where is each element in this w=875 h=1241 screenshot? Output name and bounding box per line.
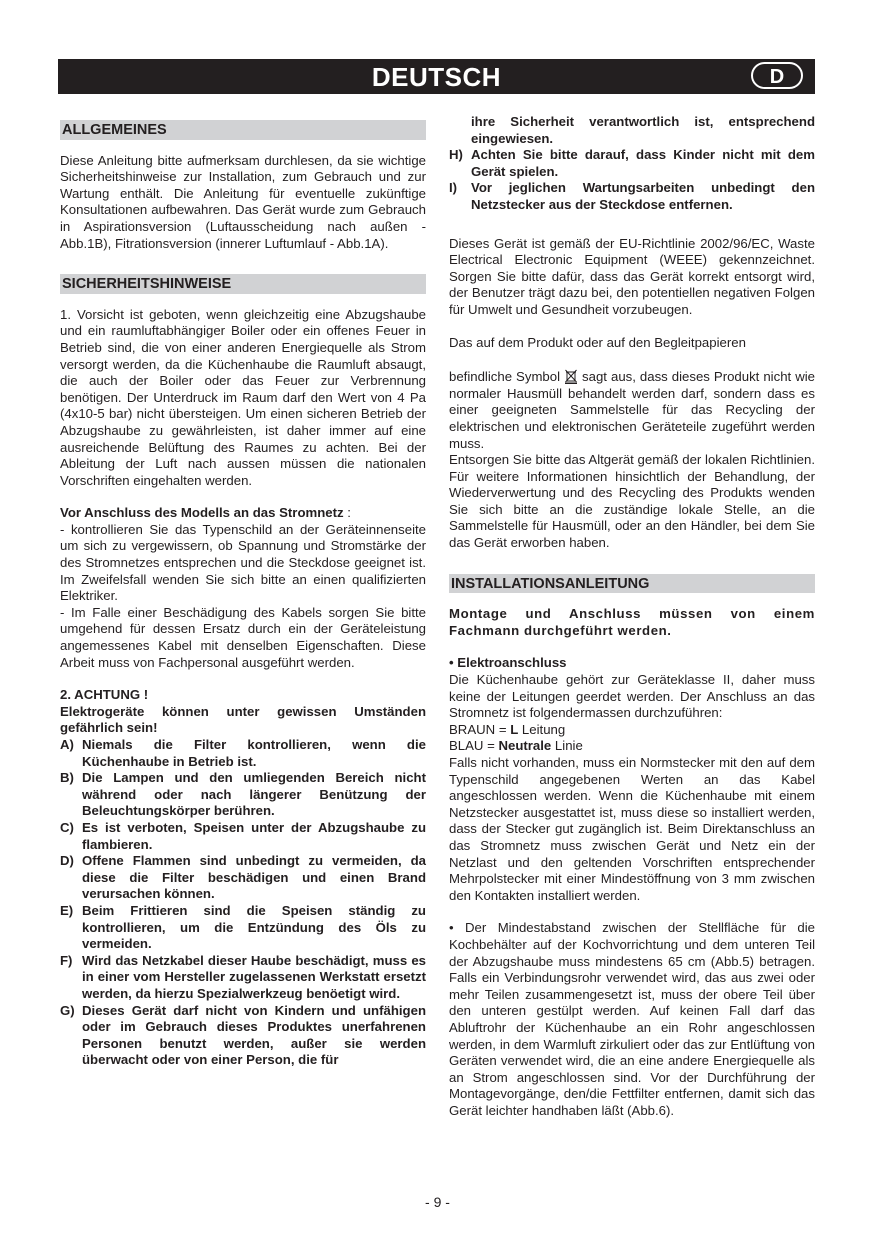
list-item [60,820,426,853]
list-item [60,903,426,953]
crossed-bin-icon [565,369,577,384]
left-column [60,114,426,1069]
list-key: D) [60,853,74,869]
list-text: Niemals die Filter kontrollieren, wenn die Küchenhaube in Betrieb ist. [82,737,426,769]
section-heading-sicherheitshinweise: SICHERHEITSHINWEISE [60,274,426,294]
list-key: E) [60,902,74,918]
allgemeines-paragraph: Diese Anleitung bitte aufmerksam durchlesen, da sie wichtige Sicherheitshinweise zur Installation, zum Gebrauch und zur Wartung enthält. Die Anleitung für eventuelle zukünftige Konsultationen aufbewahren. Das Gerät wurde zum Gebrauch in Aspirationsversion (Luftausscheidung nach außen - Abb.1B), Fitrationsversion (innerer Luftumlauf - Abb.1A). [60,152,426,251]
list-text: Wird das Netzkabel dieser Haube beschädigt, muss es in einer vom Hersteller zugelassenen Werkstatt ersetzt werden, da hierzu Spezialwerkzeug benöetigt wird. [82,952,426,1001]
list-key: C) [60,819,74,835]
list-item [60,770,426,820]
list-item [449,180,815,213]
list-text: Es ist verboten, Speisen unter der Abzugshaube zu flambieren. [82,819,426,852]
braun-desc: Leitung [518,721,566,737]
list-item [60,853,426,903]
right-column [449,114,815,1119]
anschluss-paragraph-1: - kontrollieren Sie das Typenschild an der Geräteinnenseite um sich zu vergewissern, ob Spannung und Stromstärke der des Stromnetzes entsprechen und die Steckdose geeignet ist. Im Zweifelsfall wenden Sie sich bitte an einen qualifizierten Elektriker. [60,521,426,604]
weee-paragraph-1: Dieses Gerät ist gemäß der EU-Richtlinie 2002/96/EC, Waste Electrical Electronic Equipment (WEEE) gekennzeichnet. Sorgen Sie bitte dafür, dass das Gerät korrekt entsorgt wird, der Benutzer trägt dazu bei, den potentiellen negativen Folgen für Umwelt und Gesundheit vorzubeugen. [449,235,815,317]
list-key: G) [60,1002,75,1018]
anschluss-heading [60,505,426,522]
weee-paragraph-2: Das auf dem Produkt oder auf den Begleitpapieren [449,334,746,350]
weee-paragraph-4: Entsorgen Sie bitte das Altgerät gemäß der lokalen Richtlinien. Für weitere Informationen hinsichtlich der Behandlung, der Wiederverwertung und des Recycling des Produkts wenden Sie sich bitte an die zuständige lokale Stelle, an die Sammelstelle für Hausmüll, oder an den Händler, bei dem Sie das Gerät erworben haben. [449,452,815,551]
list-text: Die Lampen und den umliegenden Bereich nicht während oder nach längerer Benützung der Beleuchtungskörper berühren. [82,770,426,819]
braun-value: L [510,721,519,737]
anschluss-colon: : [343,505,351,521]
list-item [60,1003,426,1069]
blau-value: Neutrale [498,738,552,754]
weee-symbol-lead: befindliche Symbol [449,369,561,385]
list-text: Vor jeglichen Wartungsarbeiten unbedingt den Netzstecker aus der Steckdose entfernen. [471,180,815,212]
list-key: B) [60,770,74,786]
list-item [449,147,815,180]
list-key: F) [60,952,73,968]
list-item [60,953,426,1003]
list-item-g-continued: ihre Sicherheit verantwortlich ist, entsprechend eingewiesen. [471,114,815,146]
elektroanschluss-heading: • Elektroanschluss [449,655,567,671]
anschluss-paragraph-2: - Im Falle einer Beschädigung des Kabels sorgen Sie bitte umgehend für dessen Ersatz durch ein der Geräteleistung angemessenes Kabel mit denselben Eigenschaften. Diese Arbeit muss von Fachpersonal ausgeführt werden. [60,604,426,670]
weee-symbol-text: sagt aus, dass dieses Produkt nicht wie normaler Hausmüll behandelt werden darf, sondern dass es einer geeigneten Sammelstelle für das Recycling der elektrischen und elektronischen Geräteteile zugeführt werden muss. [449,369,815,451]
section-heading-allgemeines: ALLGEMEINES [60,120,426,140]
list-item [60,737,426,770]
list-text: Achten Sie bitte darauf, dass Kinder nicht mit dem Gerät spielen. [471,147,815,179]
montage-note: Montage und Anschluss müssen von einem Fachmann durchgeführt werden. [449,606,815,638]
warning-list [60,737,426,1069]
blau-desc: Linie [551,738,583,754]
elektro-paragraph-2: Falls nicht vorhanden, muss ein Normstecker mit den auf dem Typenschild angegebenen Werten an das Kabel angeschlossen werden. Wenn die Küchenhaube mit einem Netzstecker ausgestattet ist, muss diese so installiert werden, dass der Stecker gut zugänglich ist. Beim Direktanschluss an das Stromnetz muss zwischen Gerät und Netz ein der Netzlast und den geltenden Vorschriften entsprechender Mehrpolstecker mit einer Mindestöffnung von 3 mm zwischen den Kontakten installiert werden. [449,755,815,903]
list-text: Beim Frittieren sind die Speisen ständig zu kontrollieren, um die Entzündung des Öls zu vermeiden. [82,902,426,952]
list-text: Dieses Gerät darf nicht von Kindern und unfähigen oder im Gebrauch dieses Produktes unerfahrenen Personen benutzt werden, außer sie werden überwacht oder von einer Person, die für [82,1002,426,1068]
anschluss-title: Vor Anschluss des Modells an das Stromnetz [60,505,344,521]
blau-line [449,738,815,755]
blau-label: BLAU = [449,738,499,754]
list-text: Offene Flammen sind unbedingt zu vermeiden, da diese die Filter beschädigen und einen Brand verursachen können. [82,853,426,902]
page-number: - 9 - [425,1194,450,1210]
safety-paragraph-1: 1. Vorsicht ist geboten, wenn gleichzeitig eine Abzugshaube und ein raumluftabhängiger Boiler oder ein offenes Feuer in Betrieb sind, die von einer anderen Energiequelle als Strom versorgt werden, da die Küchenhaube die Raumluft absaugt, die auch der Boiler oder das Feuer zur Verbrennung benötigen. Der Unterdruck im Raum darf den Wert von 4 Pa (4x10-5 bar) nicht übersteigen. Um einen sicheren Betrieb der Abzugshaube zu gewährleisten, ist daher immer auf eine ausreichende Belüftung des Raumes zu achten. Bei der Ableitung der Luft nach aussen müssen die nationalen Vorschriften eingehalten werden. [60,306,426,488]
list-key: A) [60,737,74,752]
braun-label: BRAUN = [449,721,511,737]
list-key: I) [449,180,458,196]
section-heading-installationsanleitung: INSTALLATIONSANLEITUNG [449,574,815,594]
achtung-intro: Elektrogeräte können unter gewissen Umständen gefährlich sein! [60,703,426,736]
language-header-bar [58,59,815,94]
elektro-paragraph-1: Die Küchenhaube gehört zur Geräteklasse II, daher muss keine der Leitungen geerdet werden. Der Anschluss an das Stromnetz ist folgendermassen durchzuführen: [449,672,815,721]
language-badge: D [751,62,803,89]
list-key: H) [449,147,463,163]
header-title: DEUTSCH [371,62,502,92]
abstand-paragraph: • Der Mindestabstand zwischen der Stellfläche für die Kochbehälter auf der Kochvorrichtung und dem unteren Teil der Abzugshaube muss mindestens 65 cm (Abb.5) betragen. Falls ein Verbindungsrohr verwendet wird, das aus zwei oder mehr Teilen zusammengesetzt ist, muss der obere Teil über den unteren gestülpt werden. Auf keinen Fall darf das Abluftrohr der Küchenhaube an ein Rohr angeschlossen werden, in dem Warmluft zirkuliert oder das zur Entlüftung von Geräten verwendet wird, die an eine andere Energiequelle als an Strom angeschlossen sind. Vor der Durchführung der Montagevorgänge, den/die Fettfilter entfernen, damit sich das Gerät leichter handhaben läßt (Abb.6). [449,920,815,1118]
achtung-heading: 2. ACHTUNG ! [60,687,149,703]
braun-line [449,722,815,739]
weee-paragraph-3 [449,369,815,452]
